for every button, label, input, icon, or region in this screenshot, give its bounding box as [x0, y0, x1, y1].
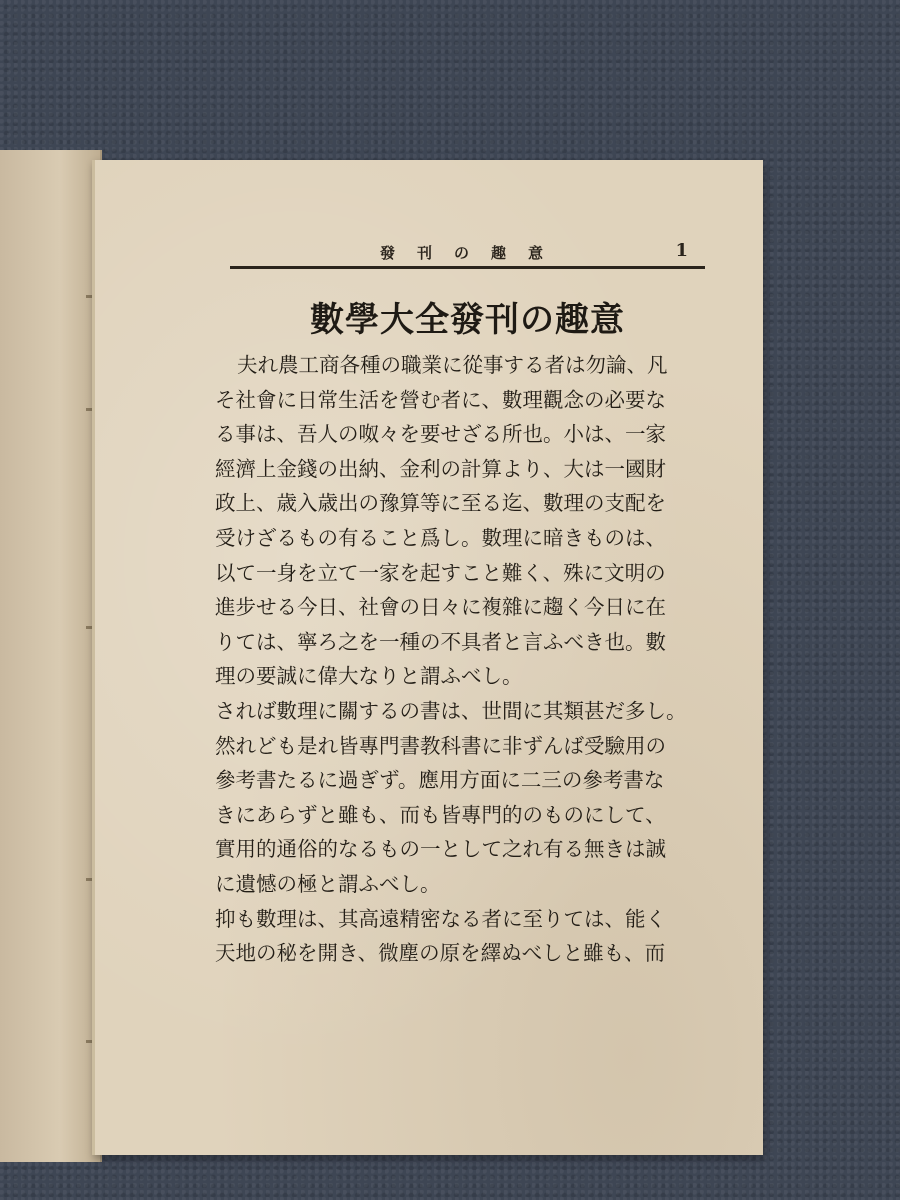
text-line: 實用的通俗的なるもの一として之れ有る無きは誠 [215, 837, 666, 862]
body-text [215, 348, 715, 971]
running-head [230, 242, 700, 266]
text-line: 經濟上金錢の出納、金利の計算より、大は一國財 [215, 456, 666, 481]
text-line: 參考書たるに過ぎず。應用方面に二三の參考書な [215, 768, 665, 793]
running-head-title: 發刊の趣意 [380, 244, 566, 262]
text-line: されば數理に關するの書は、世間に其類甚だ多し。 [215, 698, 687, 723]
page-number: 1 [675, 240, 688, 261]
chapter-title: 數學大全發刊の趣意 [310, 300, 625, 340]
text-line: りては、寧ろ之を一種の不具者と言ふべき也。數 [215, 629, 666, 654]
text-line: 然れども是れ皆專門書教科書に非ずんば受驗用の [215, 733, 666, 758]
text-line: 抑も數理は、其高遠精密なる者に至りては、能く [215, 906, 666, 931]
text-line: きにあらずと雖も、而も皆專門的のものにして、 [215, 802, 666, 827]
text-line: 夫れ農工商各種の職業に從事する者は勿論、凡 [237, 353, 668, 377]
text-line: 政上、歳入歳出の豫算等に至る迄、數理の支配を [215, 491, 666, 516]
text-line: そ社會に日常生活を營む者に、數理觀念の必要な [215, 387, 666, 412]
text-line: 以て一身を立て一家を起すこと難く、殊に文明の [215, 560, 666, 585]
text-line: 理の要誠に偉大なりと謂ふべし。 [215, 664, 523, 689]
text-line: る事は、吾人の呶々を要せざる所也。小は、一家 [215, 422, 666, 447]
text-line: 天地の秘を開き、微塵の原を繹ぬべしと雖も、而 [215, 941, 666, 966]
facing-page [0, 150, 102, 1162]
text-line: 進步せる今日、社會の日々に複雜に趨く今日に在 [215, 595, 666, 620]
text-line: に遺憾の極と謂ふべし。 [215, 871, 441, 896]
header-rule [230, 266, 705, 269]
text-line: 受けざるもの有ること爲し。數理に暗きものは、 [215, 525, 666, 550]
